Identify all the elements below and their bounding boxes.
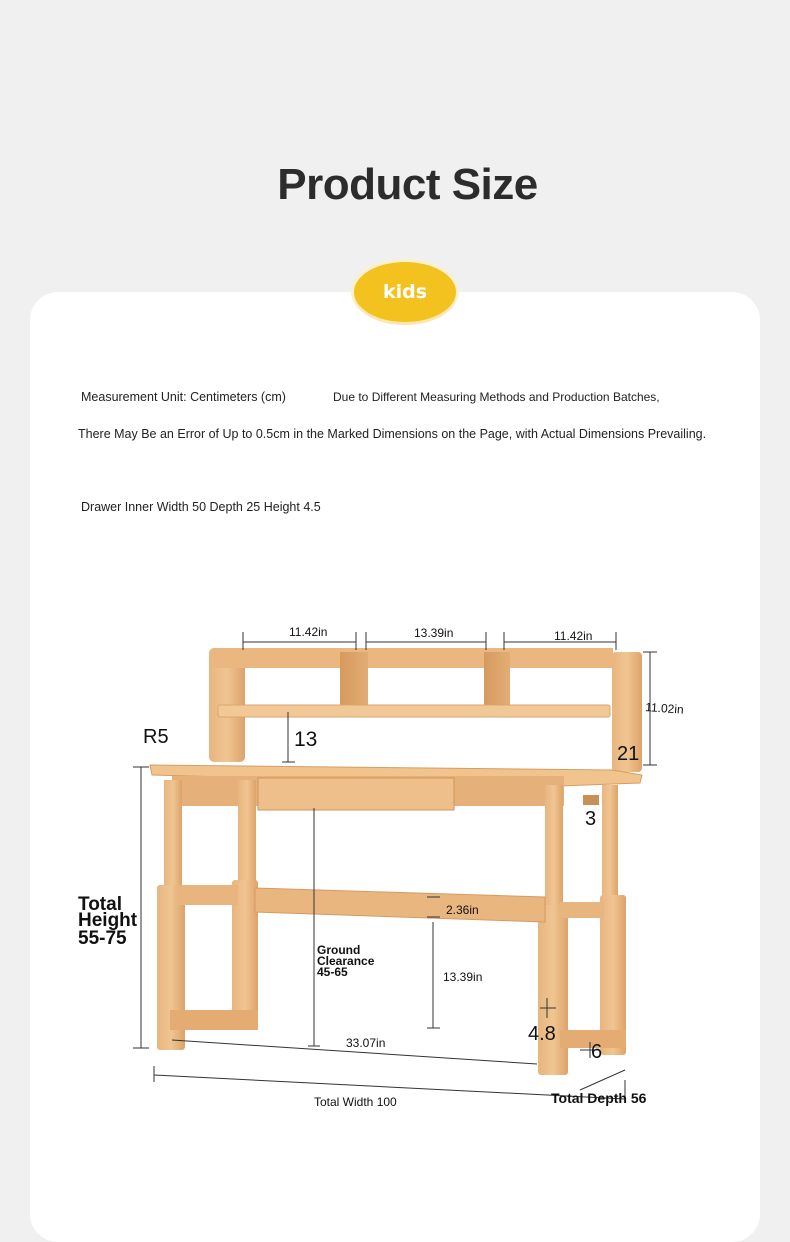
- error-note: There May Be an Error of Up to 0.5cm in the Marked Dimensions on the Page, with Actual Dimensions Prevailing.: [78, 427, 707, 441]
- unit-note: Measurement Unit: Centimeters (cm): [81, 390, 286, 404]
- foot-width: 6: [591, 1041, 603, 1063]
- desk-hutch: [209, 648, 642, 772]
- rail-height: 2.36in: [446, 903, 479, 917]
- batch-note: Due to Different Measuring Methods and Production Batches,: [333, 390, 660, 404]
- total-height-line2: Height: [78, 910, 138, 931]
- foot-height: 4.8: [528, 1023, 556, 1045]
- total-width: Total Width 100: [314, 1095, 397, 1109]
- total-height-value: 55-75: [78, 928, 127, 949]
- desk-top: [150, 765, 642, 810]
- hutch-height: 11.02in: [644, 700, 685, 717]
- hutch-middle-width: 13.39in: [414, 626, 454, 640]
- total-depth: Total Depth 56: [551, 1090, 647, 1106]
- rail-ground-height: 13.39in: [443, 970, 483, 984]
- drawer-note: Drawer Inner Width 50 Depth 25 Height 4.5: [81, 500, 321, 514]
- hutch-left-width: 11.42in: [289, 625, 328, 639]
- ground-clearance-line2: Clearance: [317, 954, 375, 968]
- kids-badge-label: kids: [382, 281, 428, 303]
- shelf-gap: 13: [294, 728, 318, 751]
- leg-width: 33.07in: [346, 1036, 386, 1050]
- ground-clearance-line1: Ground: [317, 943, 361, 957]
- drawer-handle-size: 3: [585, 808, 597, 830]
- corner-radius: R5: [143, 726, 169, 748]
- page-title: Product Size: [277, 160, 538, 209]
- total-height-line1: Total: [78, 894, 122, 915]
- ground-clearance-value: 45-65: [317, 965, 348, 979]
- hutch-right-width: 11.42in: [554, 629, 593, 643]
- side-thickness: 21: [617, 743, 640, 765]
